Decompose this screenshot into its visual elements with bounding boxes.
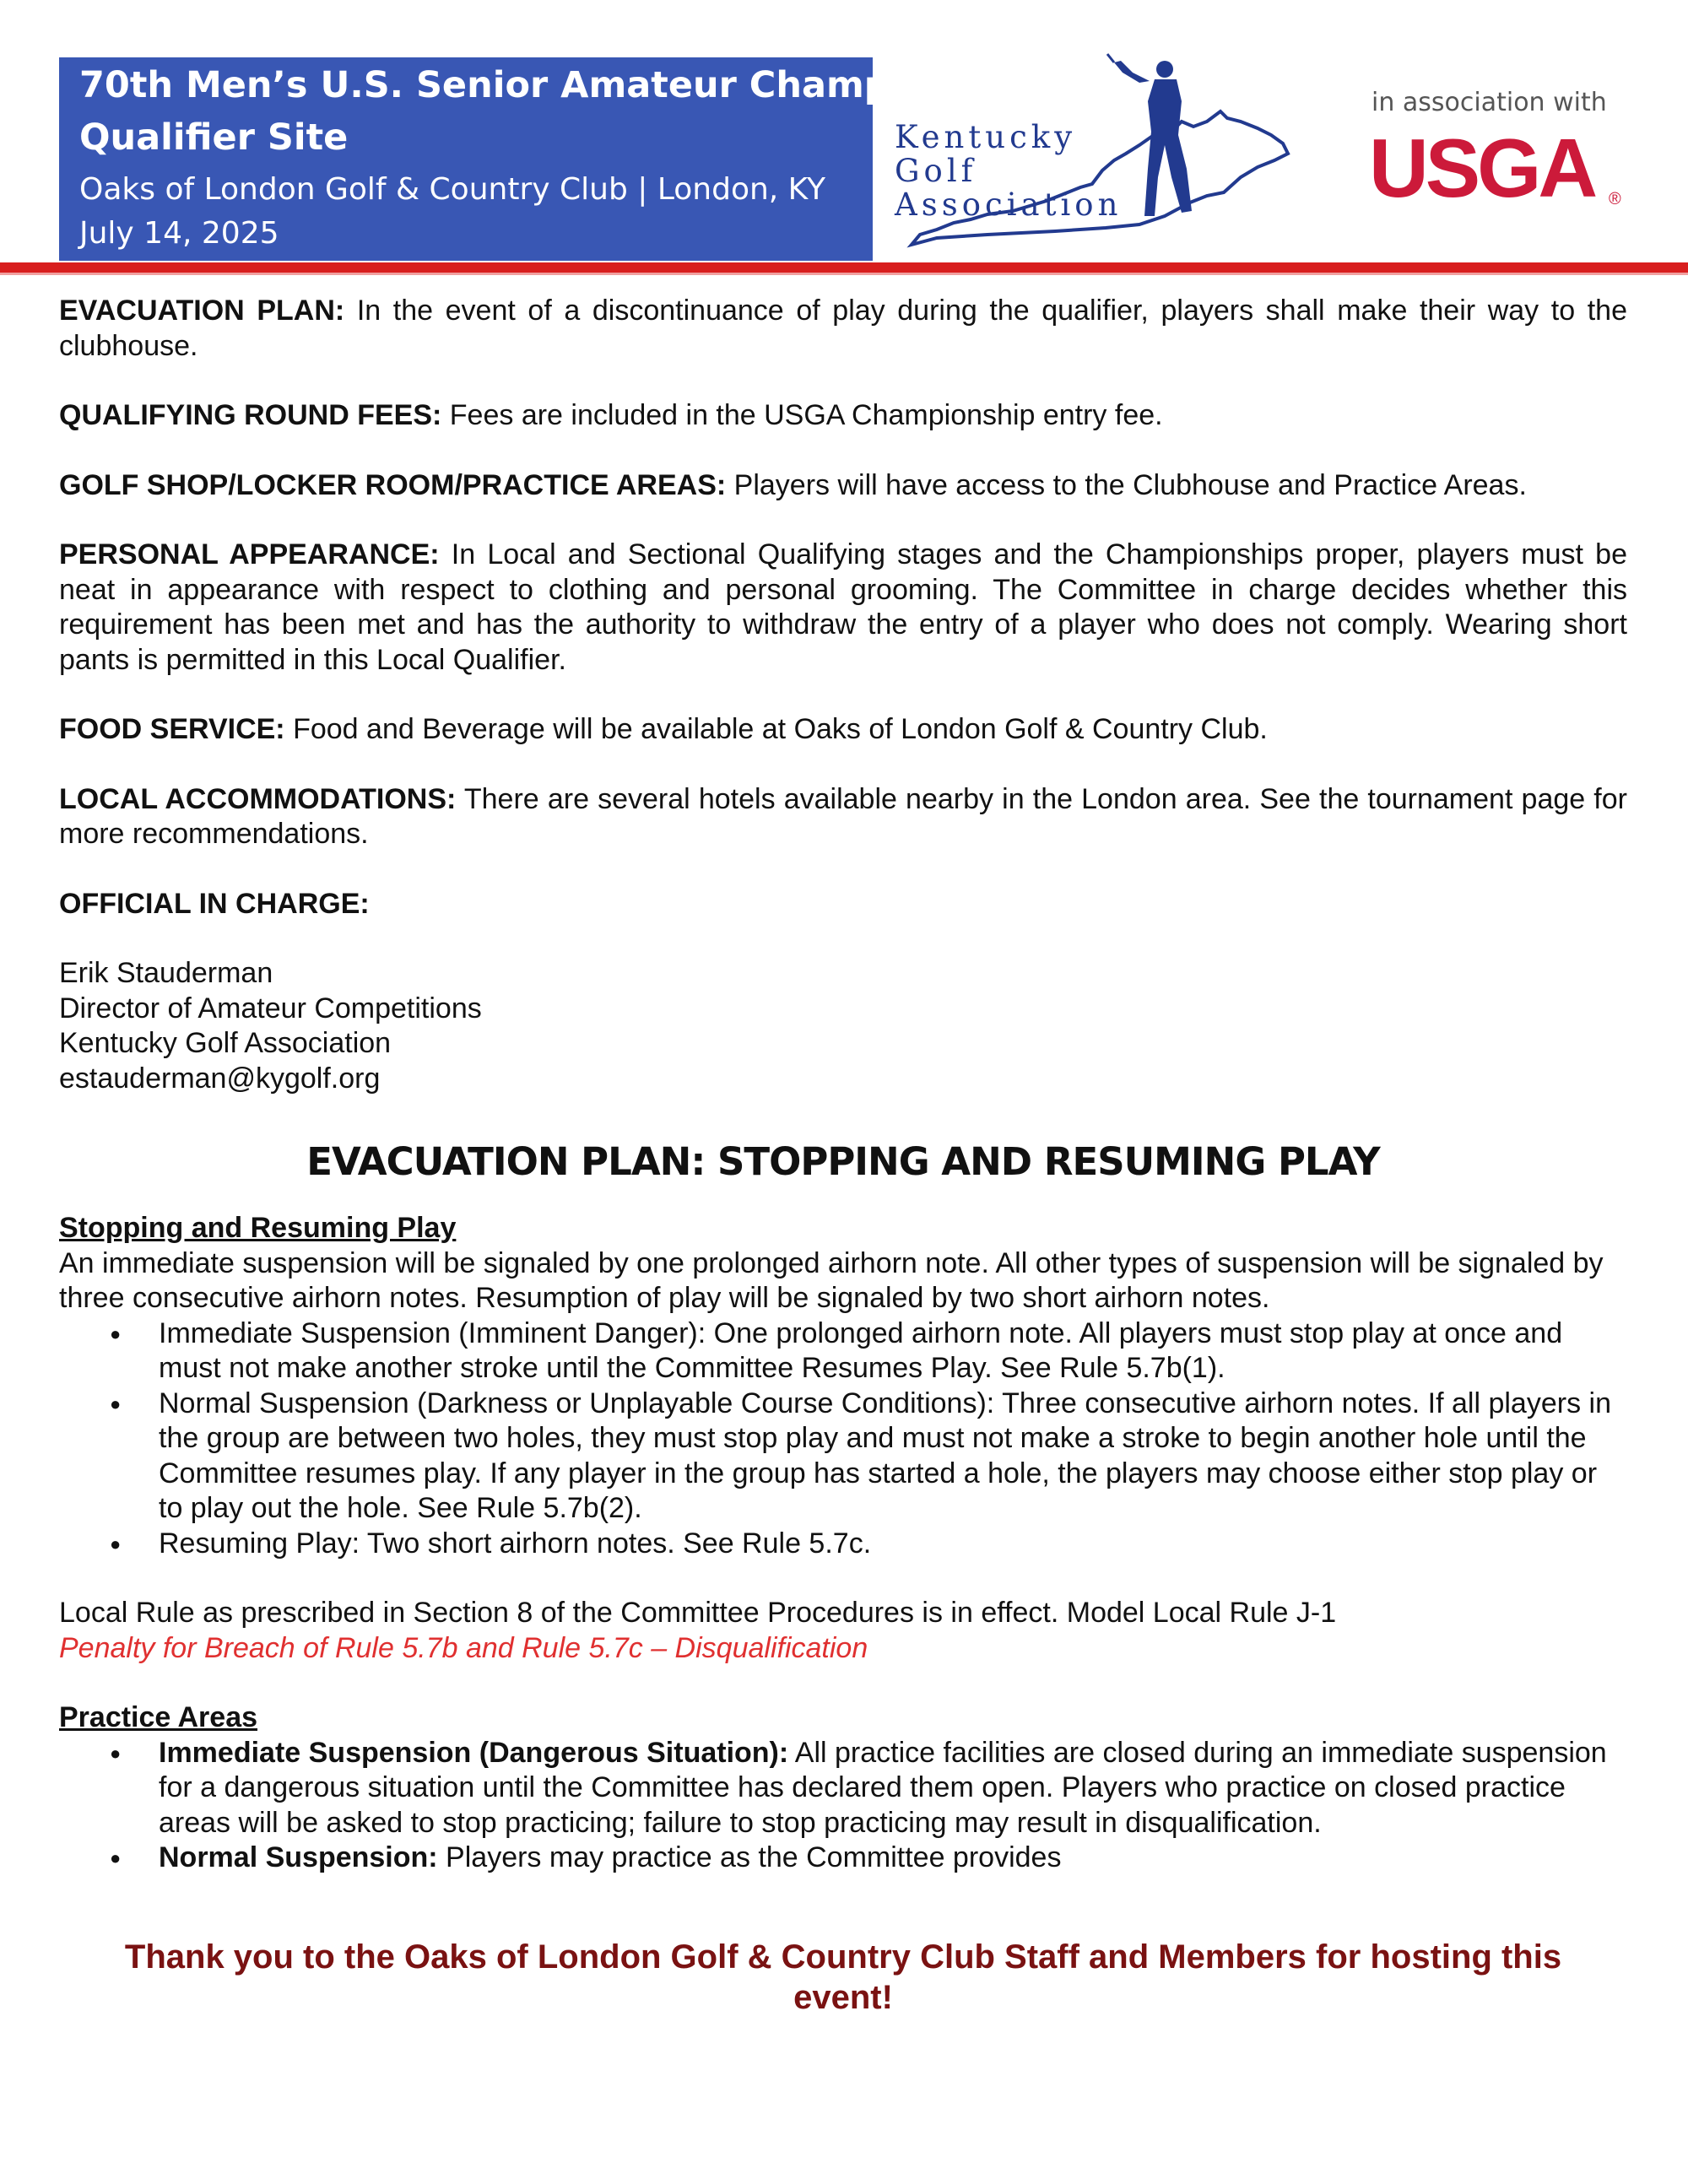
list-item: ● Immediate Suspension (Imminent Danger): One prolonged airhorn note. All players must stop play at once and must not make another stroke until the Committee Resumes Play. See Rule 5.7b(1). [159,1316,1627,1387]
golf-shop-paragraph [59,468,1627,504]
event-date: July 14, 2025 [79,216,279,251]
suspension-list [59,1316,1627,1562]
food-paragraph [59,712,1627,748]
list-item: ● Resuming Play: Two short airhorn notes. See Rule 5.7c. [159,1527,1627,1562]
appearance-label: PERSONAL APPEARANCE: [59,538,440,570]
food-label: FOOD SERVICE: [59,713,285,745]
association-label: in association with [1372,88,1607,117]
official-email[interactable]: estauderman@kygolf.org [59,1062,381,1095]
document-body [59,294,1627,2018]
golf-shop-label: GOLF SHOP/LOCKER ROOM/PRACTICE AREAS: [59,468,727,501]
evacuation-text: In the event of a discontinuance of play during the qualifier, players shall make their way to the clubhouse. [59,295,1627,362]
official-title: Director of Amateur Competitions [59,992,482,1024]
accommodations-paragraph [59,782,1627,852]
fees-label: QUALIFYING ROUND FEES: [59,399,442,431]
evacuation-plan-title: EVACUATION PLAN: STOPPING AND RESUMING PLAY [306,1139,1380,1184]
official-org: Kentucky Golf Association [59,1027,392,1059]
official-label: OFFICIAL IN CHARGE: [59,887,370,920]
golf-shop-text: Players will have access to the Clubhouse and Practice Areas. [726,468,1527,501]
registered-mark: ® [1609,190,1621,208]
stopping-resuming-heading: Stopping and Resuming Play [59,1212,457,1244]
evacuation-paragraph [59,294,1627,364]
practice-item-text: All practice facilities are closed during an immediate suspension for a dangerous situation until the Committee has declared them open. Players who practice on closed practice areas will be asked to stop practicing; failure to stop practicing may result in disqualification. [159,1736,1607,1839]
qualifier-site-label: Qualifier Site [79,116,349,159]
evacuation-label: EVACUATION PLAN: [59,295,345,327]
fees-paragraph [59,398,1627,434]
championship-title: 70th Men’s U.S. Senior Amateur Championship [79,64,1040,106]
food-text: Food and Beverage will be available at Oaks of London Golf & Country Club. [284,713,1268,745]
kga-logo-line2: Golf [895,153,977,189]
kga-logo [886,51,1317,262]
header-divider-shadow [0,273,1688,275]
practice-item-label: Normal Suspension: [159,1841,438,1873]
appearance-paragraph [59,538,1627,678]
practice-item-text: Players may practice as the Committee provides [437,1841,1062,1873]
accommodations-text: There are several hotels available nearby in the London area. See the tournament page for more recommendations. [59,782,1627,850]
usga-logo: USGA [1369,122,1595,214]
list-item: ● Normal Suspension (Darkness or Unplayable Course Conditions): Three consecutive airhorn notes. If all players in the group are between two holes, they must stop play and must not make a stroke to begin another hole until the Committee resumes play. If any player in the group has started a hole, the players may choose either stop play or to play out the hole. See Rule 5.7b(2). [159,1387,1627,1527]
header-divider [0,262,1688,273]
official-heading [59,887,1627,922]
list-item [159,1736,1627,1841]
suspension-intro: An immediate suspension will be signaled by one prolonged airhorn note. All other types of suspension will be signaled by three consecutive airhorn notes. Resumption of play will be signaled by two short airhorn notes. [59,1246,1604,1314]
list-item [159,1841,1627,1876]
thank-you-message: Thank you to the Oaks of London Golf & Country Club Staff and Members for hosting this event! [124,1938,1562,2016]
accommodations-label: LOCAL ACCOMMODATIONS: [59,782,457,815]
practice-list [59,1736,1627,1876]
appearance-text: In Local and Sectional Qualifying stages and the Championships proper, players must be neat in appearance with respect to clothing and personal grooming. The Committee in charge decides whether this requirement has been met and has the authority to withdraw the entry of a player who does not comply. Wearing short pants is permitted in this Local Qualifier. [59,538,1627,676]
venue-label: Oaks of London Golf & Country Club | London, KY [79,172,825,207]
kga-logo-line3: Association [895,187,1123,223]
practice-item-label: Immediate Suspension (Dangerous Situation): [159,1736,789,1769]
practice-areas-heading: Practice Areas [59,1701,258,1733]
official-name: Erik Stauderman [59,957,273,989]
fees-text: Fees are included in the USGA Championship entry fee. [441,399,1163,431]
penalty-text: Penalty for Breach of Rule 5.7b and Rule 5.7c – Disqualification [59,1631,868,1664]
local-rule-text: Local Rule as prescribed in Section 8 of the Committee Procedures is in effect. Model Local Rule J-1 [59,1597,1337,1629]
kga-logo-line1: Kentucky [895,119,1077,155]
